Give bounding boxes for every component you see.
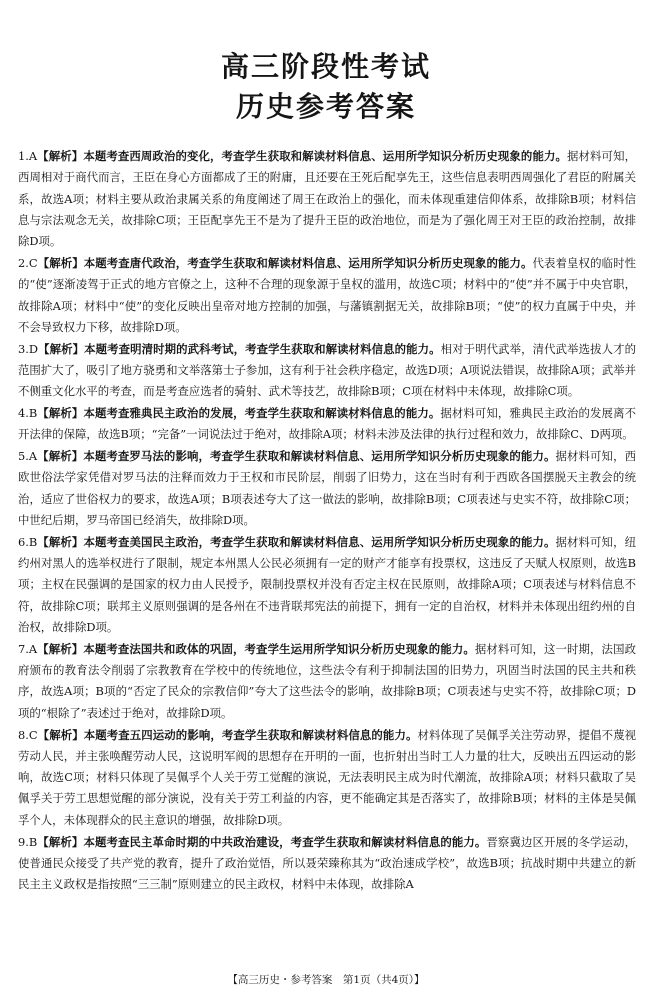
answer-tag: 【解析】	[37, 149, 84, 163]
answer-lead: 本题考查唐代政治，考查学生获取和解读材料信息、运用所学知识分析历史现象的能力。	[83, 255, 533, 270]
answer-tag: 【解析】	[37, 727, 84, 742]
answer-number: 4.B	[18, 406, 38, 421]
answer-item	[18, 339, 636, 403]
answer-item	[18, 832, 636, 896]
answer-number: 2.C	[18, 255, 38, 270]
answer-tag: 【解析】	[37, 641, 84, 656]
answer-item	[18, 725, 636, 831]
answer-number: 6.B	[18, 534, 38, 549]
answer-tag: 【解析】	[37, 449, 84, 464]
answer-body: 材料体现了吴佩孚关注劳动界，提倡不蔑视劳动人民，并主张唤醒劳动人民，这说明军阀的思想存在开明的一面，也折射出当时工人力量的壮大，反映出五四运动的影响，故选C项；材料只体现了吴佩孚个人关于劳工觉醒的演说，无法表明民主成为时代潮流，故排除A项；材料只截取了吴佩孚关于劳工思想觉醒的部分演说，没有关于劳工利益的内容，更不能确定其是否落实了，故排除B项；材料的主体是吴佩孚个人，未体现群众的民主意识的增强，故排除D项。	[18, 727, 636, 827]
answer-item	[18, 532, 636, 638]
page-subtitle: 历史参考答案	[235, 90, 416, 123]
answer-lead: 本题考查民主革命时期的中共政治建设，考查学生获取和解读材料信息的能力。	[83, 834, 487, 849]
answer-body: 据材料可知，西欧世俗法学家凭借对罗马法的注释而效力于王权和市民阶层，削弱了旧势力，这在当时有利于西欧各国摆脱天主教会的统治，适应了世俗权力的要求，故选A项；B项表述夸大了这一做法的影响，故排除B项；C项表述与史实不符，故排除C项；中世纪后期，罗马帝国已经消失，故排除D项。	[18, 449, 636, 528]
answer-tag: 【解析】	[37, 406, 84, 421]
answer-body: 晋察冀边区开展的冬学运动，使普通民众接受了共产党的教育，提升了政治觉悟，所以聂荣臻称其为“政治速成学校”，故选B项；抗战时期中共建立的新民主主义政权是指按照“三三制”原则建立的民主政权，材料中未体现，故排除A	[18, 834, 636, 892]
answer-item	[18, 446, 636, 531]
answer-body: 代表着皇权的临时性的“使”逐渐凌驾于正式的地方官僚之上，这种不合理的现象源于皇权的滥用，故选C项；材料中的“使”并不属于中央官职，故排除A项；材料中“使”的变化反映出皇帝对地方控制的加强，与藩镇割据无关，故排除B项；“使”的权力直属于中央，并不会导致权力下移，故排除D项。	[18, 255, 636, 334]
answer-lead: 本题考查罗马法的影响，考查学生获取和解读材料信息、运用所学知识分析历史现象的能力。	[83, 449, 556, 464]
answer-lead: 本题考查西周政治的变化，考查学生获取和解读材料信息、运用所学知识分析历史现象的能力。	[83, 149, 567, 163]
answer-tag: 【解析】	[37, 534, 84, 549]
answer-number: 5.A	[18, 449, 38, 464]
answer-lead: 本题考查美国民主政治，考查学生获取和解读材料信息、运用所学知识分析历史现象的能力。	[83, 534, 556, 549]
title-block	[0, 48, 652, 126]
answer-number: 7.A	[18, 641, 38, 656]
answer-body: 据材料可知，这一时期，法国政府颁布的教育法令削弱了宗教教育在学校中的传统地位，这些法令有利于抑制法国的旧势力，巩固当时法国的民主共和秩序，故选A项；B项的“否定了民众的宗教信仰”夸大了这些法令的影响，故排除B项；C项表述与史实不符，故排除C项；D项的“根除了”表述过于绝对，故排除D项。	[18, 641, 636, 720]
answer-tag: 【解析】	[37, 834, 84, 849]
answer-body: 相对于明代武举，清代武举选拔人才的范围扩大了，吸引了地方骁勇和文举落第士子参加，这有利于社会秩序稳定，故选D项；A项说法错误，故排除A项；武举并不侧重文化水平的考查，而是考查应选者的骑射、武术等技艺，故排除B项；C项在材料中未体现，故排除C项。	[18, 341, 636, 399]
answer-tag: 【解析】	[37, 255, 84, 270]
answer-lead: 本题考查五四运动的影响，考查学生获取和解读材料信息的能力。	[83, 727, 418, 742]
answer-number: 3.D	[18, 341, 39, 356]
answer-list	[18, 146, 636, 896]
answer-item	[18, 146, 636, 252]
answer-lead: 本题考查法国共和政体的巩固，考查学生运用所学知识分析历史现象的能力。	[83, 641, 475, 656]
answer-lead: 本题考查雅典民主政治的发展，考查学生获取和解读材料信息的能力。	[83, 406, 441, 421]
answer-item	[18, 639, 636, 724]
answer-number: 8.C	[18, 727, 38, 742]
answer-body: 据材料可知，西周相对于商代而言，王臣在身心方面都成了王的附庸，且还要在王死后配享先王，这些信息表明西周强化了君臣的附属关系，故选A项；材料主要从政治隶属关系的角度阐述了周王在政治上的强化，而未体现重建信仰体系，故排除B项；材料信息与宗法观念无关，故排除C项；王臣配享先王不是为了提升王臣的政治地位，而是为了强化周王对王臣的政治控制，故排除D项。	[18, 149, 636, 249]
answer-number: 1.A	[18, 149, 38, 163]
answer-number: 9.B	[18, 834, 38, 849]
answer-item	[18, 253, 636, 338]
page-footer: 【高三历史・参考答案 第1页（共4页）】	[227, 974, 425, 986]
answer-body: 据材料可知，纽约州对黑人的选举权进行了限制，规定本州黑人公民必须拥有一定的财产才能享有投票权，这违反了天赋人权原则，故选B项；主权在民强调的是国家的权力由人民授予，限制投票权并没有否定主权在民原则，故排除A项；C项表述与材料信息不符，故排除C项；联邦主义原则强调的是各州在不违背联邦宪法的前提下，拥有一定的自治权，材料并未体现出纽约州的自治权，故排除D项。	[18, 534, 636, 635]
answer-item	[18, 403, 636, 446]
answer-lead: 本题考查明清时期的武科考试，考查学生获取和解读材料信息的能力。	[84, 341, 441, 356]
page-title: 高三阶段性考试	[220, 50, 431, 83]
answer-tag: 【解析】	[38, 341, 85, 356]
answer-body: 据材料可知，雅典民主政治的发展离不开法律的保障，故选B项；“完备”一词说法过于绝对，故排除A项；材料未涉及法律的执行过程和效力，故排除C、D两项。	[18, 406, 636, 442]
